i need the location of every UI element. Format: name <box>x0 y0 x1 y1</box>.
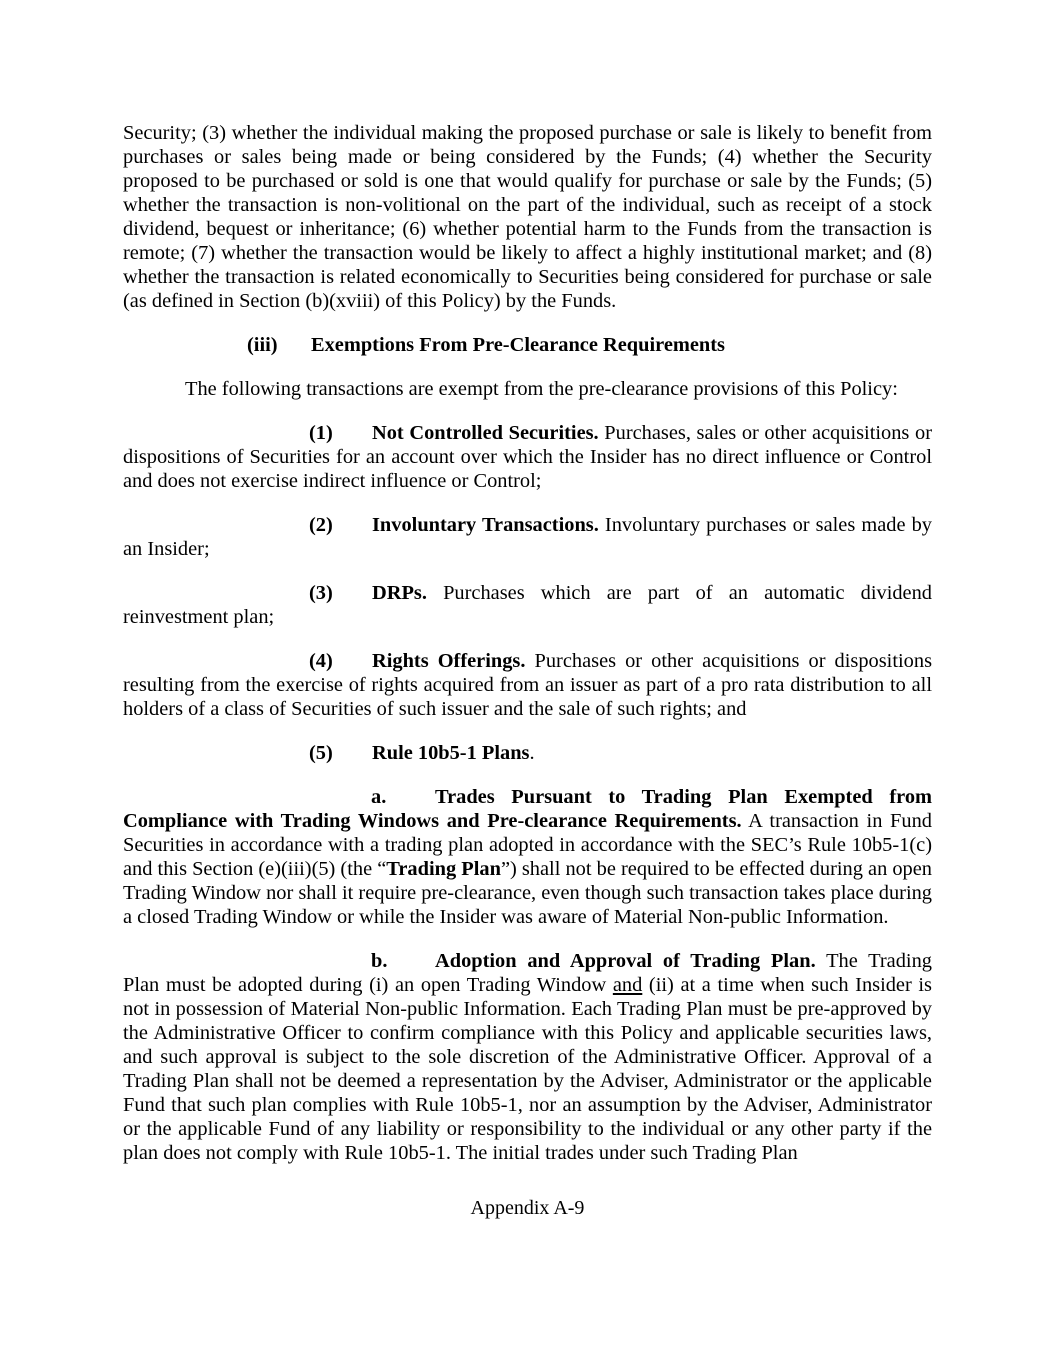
paragraph-list <box>123 741 932 765</box>
text-segment: The following transactions are exempt from the pre-clearance provisions of this Policy: <box>185 378 898 400</box>
text-segment: A transaction in Fund Securities in accordance with a trading plan adopted in accordance with the SEC’s Rule 10b5-1(c) and this Section (e)(iii)(5) (the “ <box>123 810 932 880</box>
paragraph-sub <box>123 949 932 1165</box>
sub-letter: a. <box>371 786 387 808</box>
text-segment: . <box>529 742 535 764</box>
paragraph-list <box>123 513 932 561</box>
text-segment: Rights Offerings. <box>372 650 526 672</box>
text-segment: Rule 10b5-1 Plans <box>372 742 530 764</box>
page-footer: Appendix A-9 <box>470 1197 585 1219</box>
text-segment: DRPs. <box>372 582 427 604</box>
text-segment: Involuntary purchases or sales made by an Insider; <box>123 514 932 560</box>
text-segment: and <box>612 974 643 996</box>
text-segment: Purchases which are part of an automatic dividend reinvestment plan; <box>123 582 932 628</box>
document-body <box>123 121 932 1185</box>
list-number: (3) <box>309 582 333 604</box>
paragraph-flush <box>123 121 932 313</box>
text-segment: The Trading Plan must be adopted during (i) an open Trading Window <box>123 950 932 996</box>
paragraph-heading <box>123 333 932 357</box>
text-segment: Not Controlled Securities. <box>372 422 599 444</box>
text-segment: Involuntary Transactions. <box>372 514 599 536</box>
text-segment: ”) shall not be required to be effected during an open Trading Window nor shall it require pre-clearance, even though such transaction takes place during a closed Trading Window or while the Insider was aware of Material Non-public Information. <box>123 858 932 928</box>
text-segment: (ii) at a time when such Insider is not in possession of Material Non-public Information. Each Trading Plan must be pre-approved by the Administrative Officer to confirm compliance with this Policy and applicable securities laws, and such approval is subject to the sole discretion of the Administrative Officer. Approval of a Trading Plan shall not be deemed a representation by the Adviser, Administrator or the applicable Fund that such plan complies with Rule 10b5-1, nor an assumption by the Adviser, Administrator or the applicable Fund of any liability or responsibility to the individual or any other party if the plan does not comply with Rule 10b5-1. The initial trades under such Trading Plan <box>123 974 932 1164</box>
list-number: (5) <box>309 742 333 764</box>
list-number: (1) <box>309 422 333 444</box>
text-segment: Adoption and Approval of Trading Plan. <box>435 950 816 972</box>
list-number: (4) <box>309 650 333 672</box>
text-segment: Security; (3) whether the individual making the proposed purchase or sale is likely to benefit from purchases or sales being made or being considered by the Funds; (4) whether the Security proposed to be purchased or sold is one that would qualify for purchase or sale by the Funds; (5) whether the transaction is non-volitional on the part of the individual, such as receipt of a stock dividend, bequest or inheritance; (6) whether potential harm to the Funds from the transaction is remote; (7) whether the transaction would be likely to affect a highly institutional market; and (8) whether the transaction is related economically to Securities being considered for purchase or sale (as defined in Section (b)(xviii) of this Policy) by the Funds. <box>123 122 932 312</box>
text-segment: Exemptions From Pre-Clearance Requirements <box>311 334 725 356</box>
text-segment: Purchases or other acquisitions or dispositions resulting from the exercise of rights acquired from an issuer as part of a pro rata distribution to all holders of a class of Securities of such issuer and the sale of such rights; and <box>123 650 933 720</box>
paragraph-list <box>123 421 932 493</box>
paragraph-list <box>123 581 932 629</box>
text-segment: Purchases, sales or other acquisitions or dispositions of Securities for an account over which the Insider has no direct influence or Control and does not exercise indirect influence or Control; <box>123 422 932 492</box>
heading-number: (iii) <box>247 334 278 356</box>
sub-letter: b. <box>371 950 388 972</box>
list-number: (2) <box>309 514 333 536</box>
text-segment: Trading Plan <box>386 858 501 880</box>
text-segment: Trades Pursuant to Trading Plan Exempted from Compliance with Trading Windows and Pre-clearance Requirements. <box>123 786 932 832</box>
paragraph-sub <box>123 785 932 929</box>
paragraph-list <box>123 649 932 721</box>
paragraph-intro <box>123 377 932 401</box>
